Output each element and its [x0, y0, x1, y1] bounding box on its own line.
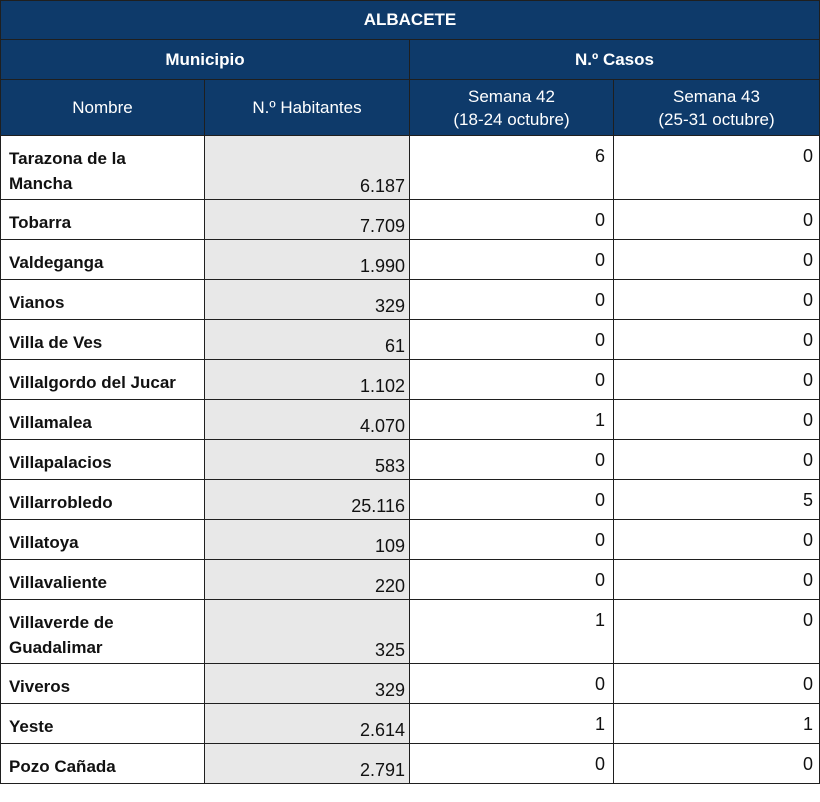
cell-semana43: 5 [614, 480, 820, 520]
cell-habitantes: 2.614 [205, 704, 410, 744]
cell-nombre: Tobarra [1, 200, 205, 240]
cell-nombre: Yeste [1, 704, 205, 744]
cell-semana43: 1 [614, 704, 820, 744]
cell-semana42: 0 [410, 320, 614, 360]
cell-nombre: Villamalea [1, 400, 205, 440]
cell-semana42: 1 [410, 600, 614, 664]
cell-habitantes: 7.709 [205, 200, 410, 240]
cell-nombre: Villapalacios [1, 440, 205, 480]
table-row [1, 560, 820, 600]
cell-semana42: 1 [410, 400, 614, 440]
table-row [1, 664, 820, 704]
cell-habitantes: 25.116 [205, 480, 410, 520]
cell-semana43: 0 [614, 400, 820, 440]
cell-habitantes: 6.187 [205, 136, 410, 200]
cell-semana43: 0 [614, 440, 820, 480]
cell-nombre: Villavaliente [1, 560, 205, 600]
cell-semana43: 0 [614, 560, 820, 600]
cell-nombre: Viveros [1, 664, 205, 704]
col-header-nombre: Nombre [1, 80, 205, 136]
cell-semana43: 0 [614, 320, 820, 360]
group-header-municipio: Municipio [1, 40, 410, 80]
cell-semana42: 0 [410, 480, 614, 520]
cell-habitantes: 61 [205, 320, 410, 360]
cell-habitantes: 1.102 [205, 360, 410, 400]
cell-semana42: 1 [410, 704, 614, 744]
cell-habitantes: 2.791 [205, 744, 410, 784]
cell-habitantes: 109 [205, 520, 410, 560]
col-header-semana42-line2: (18-24 octubre) [453, 109, 570, 129]
cell-habitantes: 4.070 [205, 400, 410, 440]
cell-semana42: 0 [410, 440, 614, 480]
cell-semana42: 0 [410, 664, 614, 704]
table-row [1, 704, 820, 744]
nombre-line1: Villaverde de [9, 613, 114, 632]
cell-habitantes: 329 [205, 664, 410, 704]
cell-nombre [1, 600, 205, 664]
col-header-semana42 [410, 80, 614, 136]
cell-nombre: Valdeganga [1, 240, 205, 280]
cell-nombre: Vianos [1, 280, 205, 320]
cell-nombre: Villalgordo del Jucar [1, 360, 205, 400]
table-row [1, 320, 820, 360]
cell-habitantes: 1.990 [205, 240, 410, 280]
cell-semana43: 0 [614, 360, 820, 400]
table-row [1, 400, 820, 440]
cell-semana42: 0 [410, 560, 614, 600]
nombre-line2: Mancha [9, 174, 73, 193]
table-row [1, 520, 820, 560]
table-row [1, 744, 820, 784]
cell-nombre: Villarrobledo [1, 480, 205, 520]
table-row [1, 360, 820, 400]
col-header-semana43 [614, 80, 820, 136]
cell-semana42: 6 [410, 136, 614, 200]
cell-semana43: 0 [614, 600, 820, 664]
col-header-semana42-line1: Semana 42 [468, 86, 555, 106]
cell-habitantes: 220 [205, 560, 410, 600]
cell-habitantes: 325 [205, 600, 410, 664]
table-row [1, 136, 820, 200]
table-row [1, 440, 820, 480]
cell-semana43: 0 [614, 200, 820, 240]
nombre-line2: Guadalimar [9, 638, 103, 657]
cell-habitantes: 583 [205, 440, 410, 480]
table-row [1, 480, 820, 520]
cell-semana43: 0 [614, 664, 820, 704]
cell-nombre: Villatoya [1, 520, 205, 560]
table-row [1, 600, 820, 664]
cell-semana43: 0 [614, 136, 820, 200]
cell-nombre [1, 136, 205, 200]
cell-semana42: 0 [410, 744, 614, 784]
cell-semana42: 0 [410, 240, 614, 280]
cell-semana43: 0 [614, 240, 820, 280]
table-title: ALBACETE [1, 1, 820, 40]
nombre-line1: Tarazona de la [9, 149, 126, 168]
col-header-semana43-line1: Semana 43 [673, 86, 760, 106]
cell-nombre: Pozo Cañada [1, 744, 205, 784]
cell-semana43: 0 [614, 744, 820, 784]
table-row [1, 200, 820, 240]
cell-semana43: 0 [614, 280, 820, 320]
cell-semana42: 0 [410, 280, 614, 320]
cell-semana42: 0 [410, 520, 614, 560]
cell-semana42: 0 [410, 200, 614, 240]
cell-semana43: 0 [614, 520, 820, 560]
col-header-semana43-line2: (25-31 octubre) [658, 109, 775, 129]
table-row [1, 240, 820, 280]
cell-semana42: 0 [410, 360, 614, 400]
table-row [1, 280, 820, 320]
cell-nombre: Villa de Ves [1, 320, 205, 360]
col-header-habitantes: N.º Habitantes [205, 80, 410, 136]
group-header-casos: N.º Casos [410, 40, 820, 80]
cell-habitantes: 329 [205, 280, 410, 320]
